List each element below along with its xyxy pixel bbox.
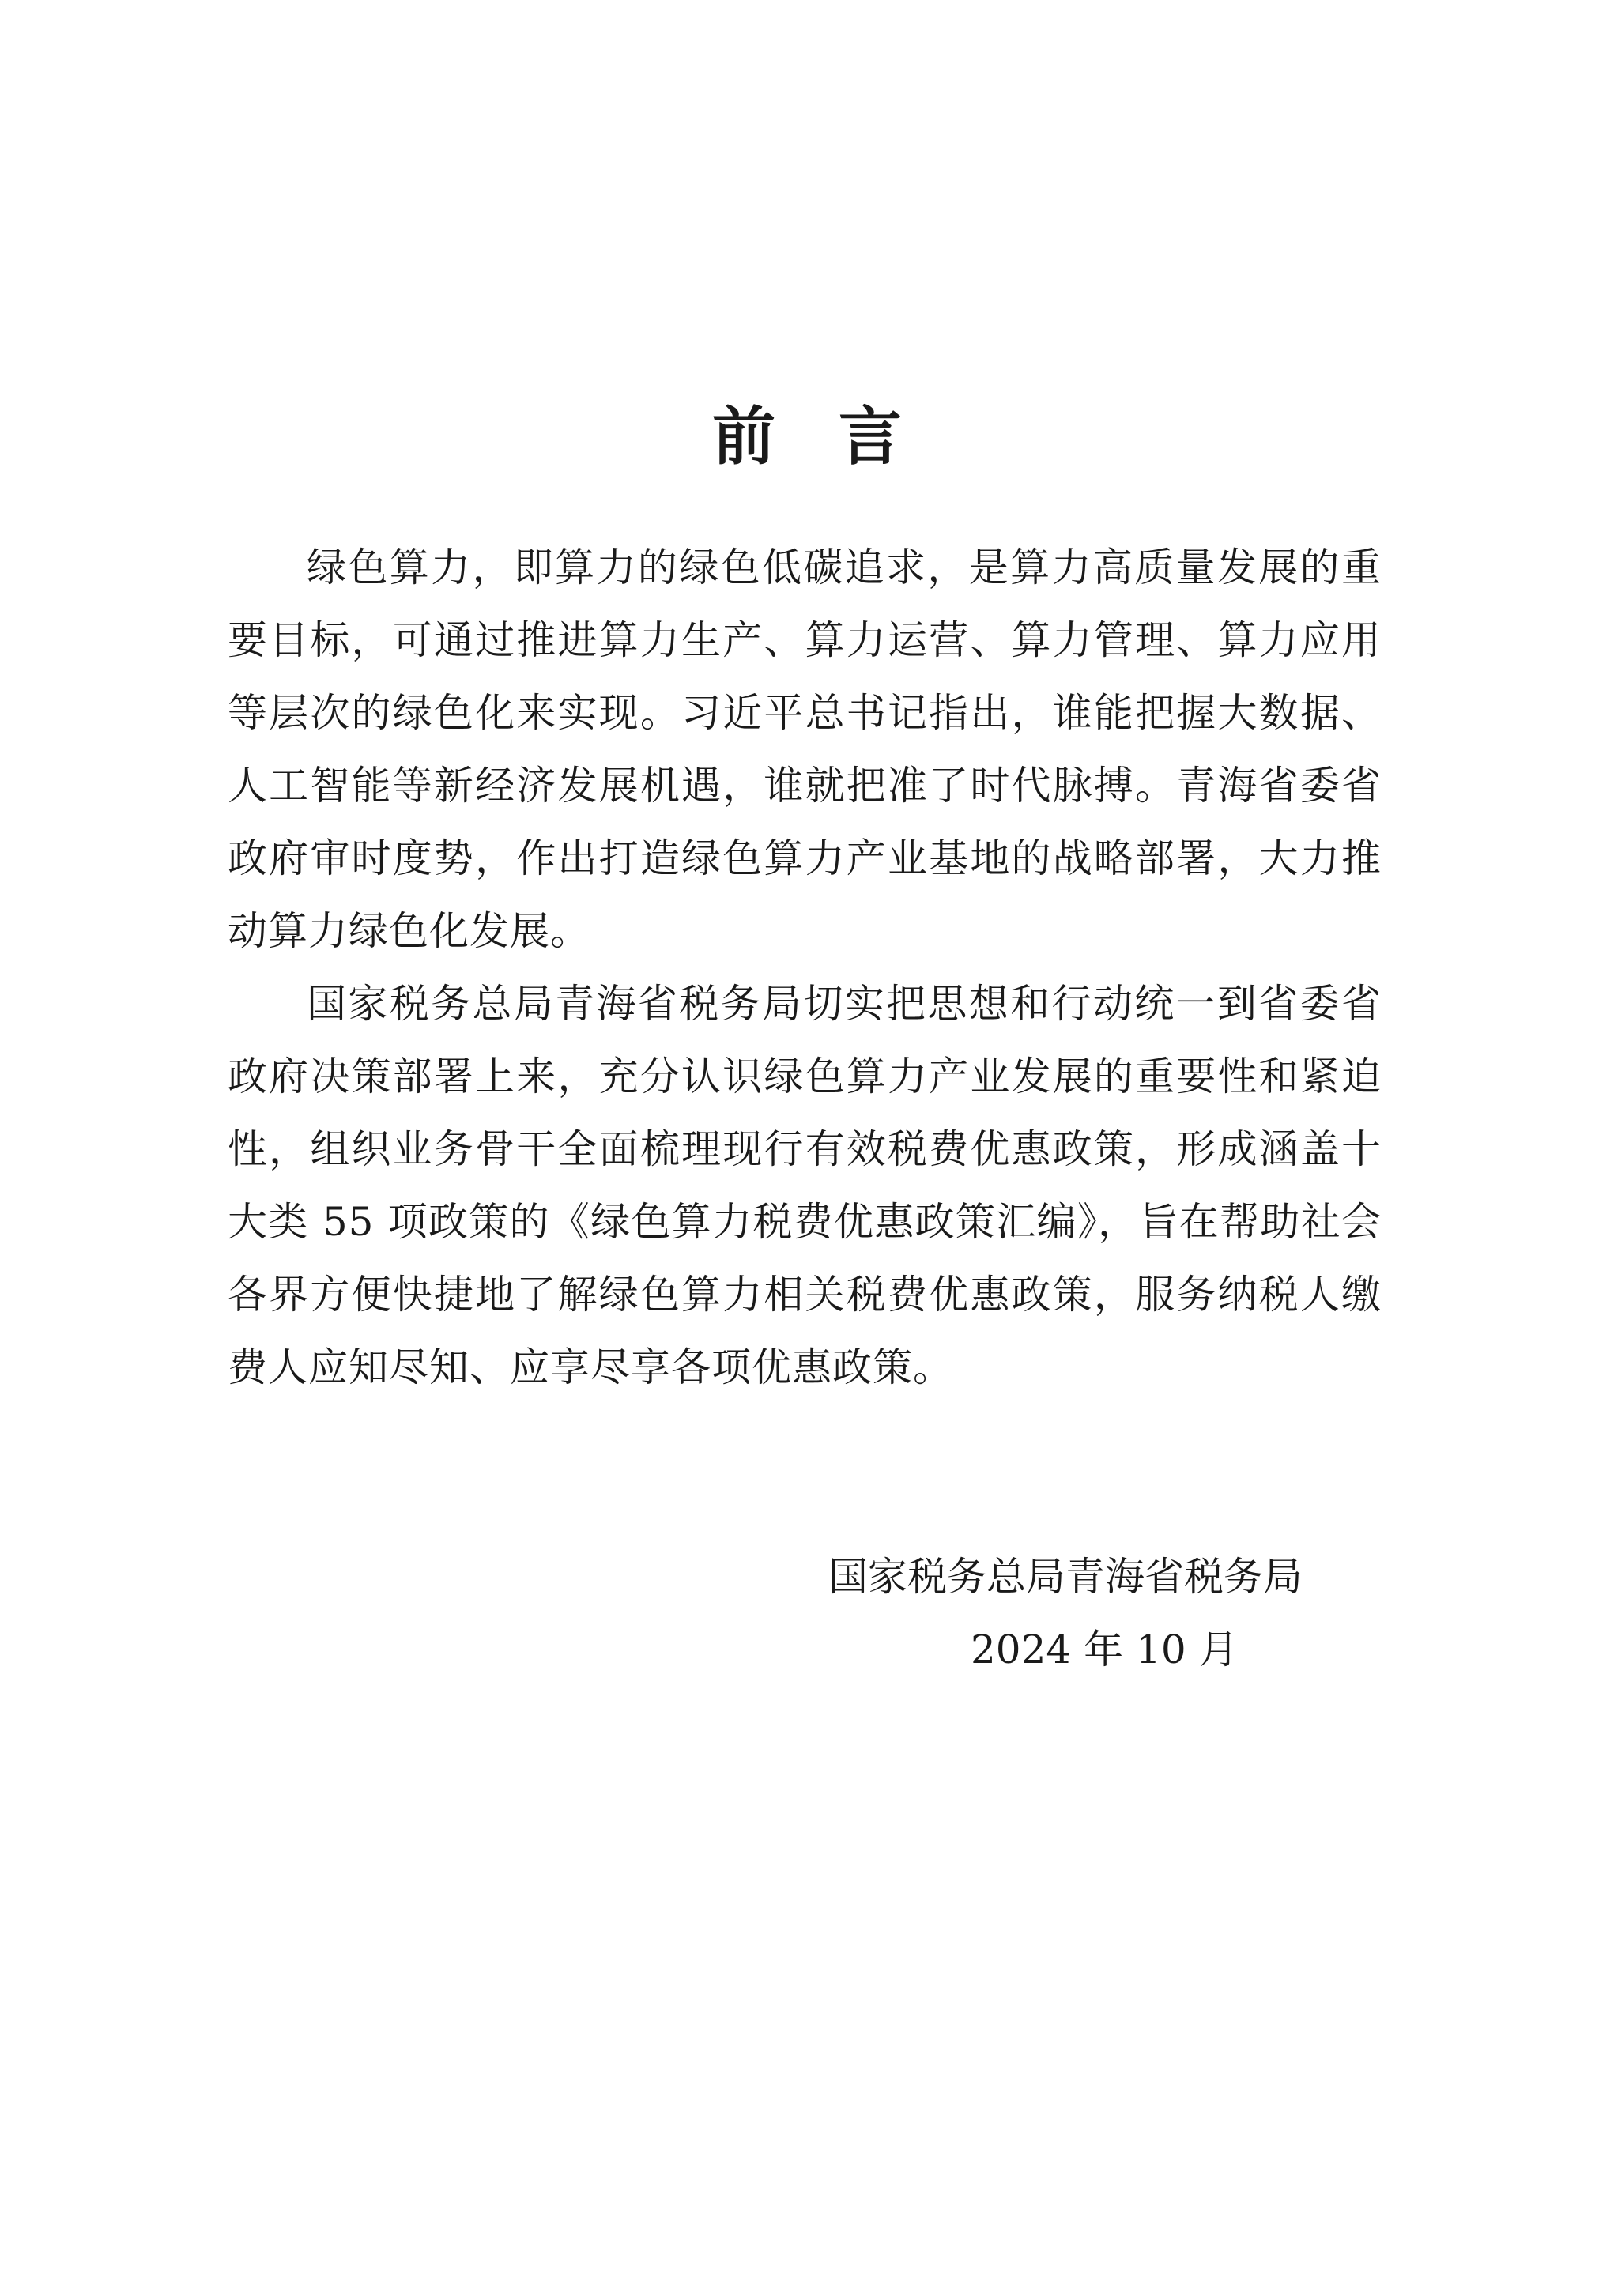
paragraph-2: 国家税务总局青海省税务局切实把思想和行动统一到省委省政府决策部署上来，充分认识绿色算力产业发展的重要性和紧迫性，组织业务骨干全面梳理现行有效税费优惠政策，形成涵盖十大类 55 项政策的《绿色算力税费优惠政策汇编》，旨在帮助社会各界方便快捷地了解绿色算力相关税费优惠政策，服务纳税人缴费人应知尽知、应享尽享各项优惠政策。 (228, 981, 1382, 1390)
preface-body (228, 531, 1382, 1404)
title-char-2: 言 (839, 398, 902, 473)
signature-date: 2024 年 10 月 (971, 1627, 1239, 1672)
page-title (0, 397, 1614, 476)
title-char-1: 前 (712, 398, 775, 473)
paragraph-1: 绿色算力，即算力的绿色低碳追求，是算力高质量发展的重要目标，可通过推进算力生产、算力运营、算力管理、算力应用等层次的绿色化来实现。习近平总书记指出，谁能把握大数据、人工智能等新经济发展机遇，谁就把准了时代脉搏。青海省委省政府审时度势，作出打造绿色算力产业基地的战略部署，大力推动算力绿色化发展。 (228, 545, 1382, 954)
signature-organization: 国家税务总局青海省税务局 (828, 1554, 1303, 1600)
